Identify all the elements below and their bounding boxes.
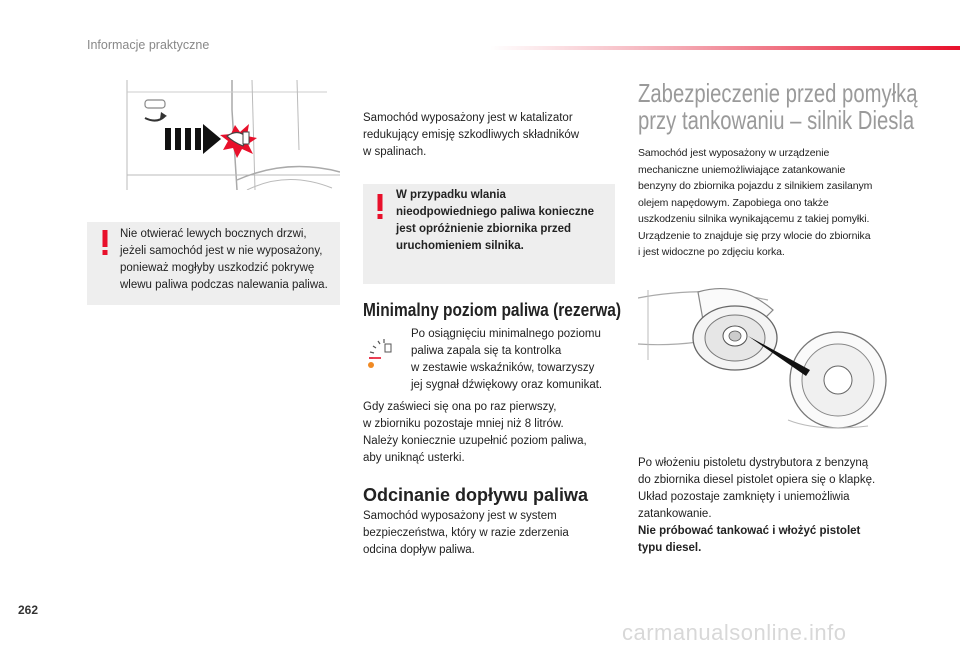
- wrong-fuel-warning-text: [396, 187, 611, 255]
- fuel-door-sliding-arrow-illustration: [87, 80, 340, 190]
- text-line: uszkodzeniu silnika wynikającemu z takiej pomyłki.: [638, 213, 870, 225]
- text-line: Układ pozostaje zamknięty i uniemożliwia: [638, 491, 850, 503]
- text-line: ponieważ mogłyby uszkodzić pokrywę: [120, 262, 315, 274]
- text-line: Gdy zaświeci się ona po raz pierwszy,: [363, 401, 557, 413]
- text-line: w spalinach.: [363, 146, 427, 158]
- text-line: paliwa zapala się ta kontrolka: [411, 345, 562, 357]
- misfuel-heading: [638, 80, 918, 134]
- text-line: jeżeli samochód jest w nie wyposażony,: [120, 245, 323, 257]
- page-number: 262: [18, 603, 39, 617]
- cutoff-heading: Odcinanie dopływu paliwa: [363, 485, 589, 505]
- text-line: odcina dopływ paliwa.: [363, 544, 475, 556]
- door-warning-text: [120, 226, 340, 294]
- catalyst-paragraph: [363, 110, 613, 161]
- heading-line: przy tankowaniu – silnik Diesla: [638, 105, 915, 135]
- watermark: carmanualsonline.info: [622, 620, 847, 645]
- cutoff-paragraph: [363, 508, 613, 559]
- text-line: aby uniknąć usterki.: [363, 452, 465, 464]
- text-line: benzyny do zbiornika pojazdu z silnikiem zasilanym: [638, 180, 873, 192]
- fuel-gauge-icon: [365, 336, 397, 370]
- text-line: W przypadku wlania: [396, 189, 506, 201]
- text-line: nieodpowiedniego paliwa konieczne: [396, 206, 595, 218]
- text-line: i jest widoczne po zdjęciu korka.: [638, 246, 785, 258]
- text-line: Nie otwierać lewych bocznych drzwi,: [120, 228, 307, 240]
- reserve-paragraph: [411, 326, 621, 394]
- text-line: jest opróżnienie zbiornika przed: [396, 223, 572, 235]
- text-line-bold: Nie próbować tankować i włożyć pistolet: [638, 525, 861, 537]
- exclamation-icon: [98, 230, 112, 256]
- wrong-fuel-warning-box: [363, 184, 615, 284]
- text-line: jej sygnał dźwiękowy oraz komunikat.: [411, 379, 603, 391]
- text-line: do zbiornika diesel pistolet opiera się o klapkę.: [638, 474, 876, 486]
- reserve-detail-paragraph: [363, 399, 623, 467]
- text-line: Należy koniecznie uzupełnić poziom paliwa,: [363, 435, 587, 447]
- text-line: wlewu paliwa podczas nalewania paliwa.: [120, 279, 328, 291]
- misfuel-intro-paragraph: [638, 145, 898, 261]
- section-title: Informacje praktyczne: [87, 38, 210, 52]
- text-line: Po włożeniu pistoletu dystrybutora z benzyną: [638, 457, 869, 469]
- text-line: olejem napędowym. Zapobiega ono także: [638, 196, 829, 209]
- fuel-filler-neck-illustration: [638, 280, 891, 432]
- exclamation-icon: [373, 194, 387, 220]
- header-accent-line: [490, 46, 960, 50]
- text-line: w zestawie wskaźników, towarzyszy: [411, 362, 595, 374]
- text-line: Samochód wyposażony jest w system: [363, 510, 557, 522]
- text-line: mechaniczne uniemożliwiające zatankowanie: [638, 163, 846, 176]
- heading-line: Zabezpieczenie przed pomyłką: [638, 78, 918, 108]
- text-line: Po osiągnięciu minimalnego poziomu: [411, 328, 601, 340]
- text-line: Samochód wyposażony jest w katalizator: [363, 112, 573, 124]
- reserve-heading: Minimalny poziom paliwa (rezerwa): [363, 300, 622, 320]
- fuel-door-illustration-svg: [87, 80, 340, 190]
- text-line: bezpieczeństwa, który w razie zderzenia: [363, 527, 569, 539]
- text-line: w zbiorniku pozostaje mniej niż 8 litrów.: [363, 418, 564, 430]
- text-line: Urządzenie to znajduje się przy wlocie do zbiornika: [638, 229, 871, 242]
- text-line: zatankowanie.: [638, 508, 712, 520]
- fuel-filler-illustration-svg: [638, 280, 891, 432]
- pistol-paragraph: [638, 455, 903, 557]
- text-line: uruchomieniem silnika.: [396, 240, 524, 252]
- text-line: Samochód jest wyposażony w urządzenie: [638, 147, 830, 159]
- text-line: redukujący emisję szkodliwych składników: [363, 129, 580, 141]
- door-warning-box: [87, 222, 340, 305]
- text-line-bold: typu diesel.: [638, 542, 702, 554]
